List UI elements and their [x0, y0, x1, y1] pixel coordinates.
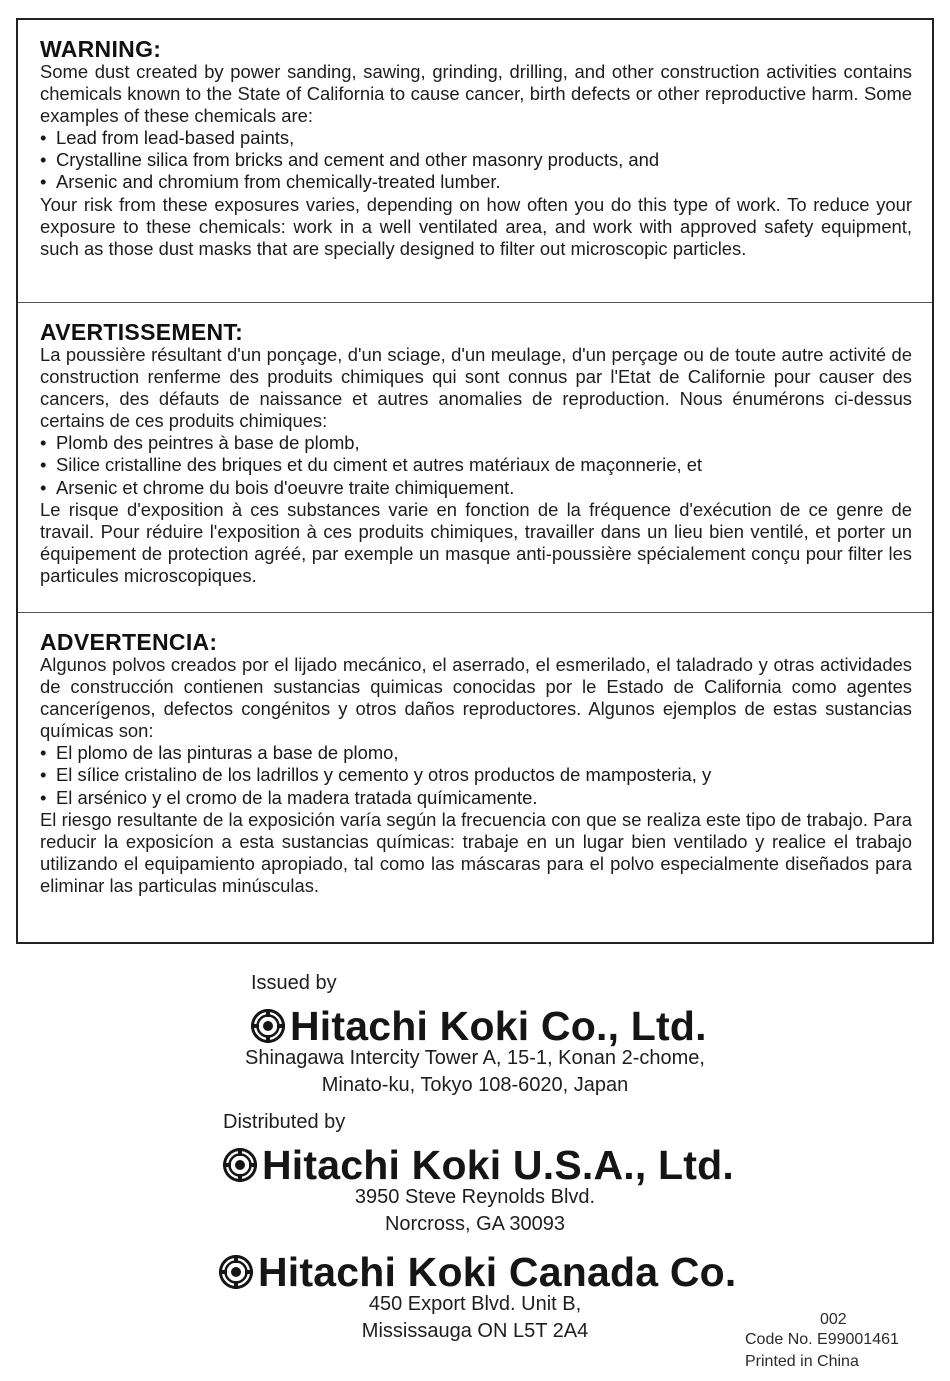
list-item: • Arsenic and chromium from chemically-treated lumber.: [40, 171, 501, 193]
list-item: • Lead from lead-based paints,: [40, 127, 295, 149]
bullet-icon: •: [40, 764, 47, 786]
canada-address-line2: Mississauga ON L5T 2A4: [361, 1320, 589, 1342]
issuer-address-line2: Minato-ku, Tokyo 108-6020, Japan: [321, 1074, 629, 1096]
warning-box: [16, 18, 934, 944]
warning-heading-spanish: ADVERTENCIA:: [40, 629, 218, 655]
warning-bullets-spanish: [40, 742, 912, 808]
bullet-icon: •: [40, 149, 47, 171]
bullet-icon: •: [40, 171, 47, 193]
warning-section-french: [18, 302, 932, 612]
bullet-icon: •: [40, 432, 47, 454]
issued-by-label: Issued by: [251, 972, 337, 994]
list-item: • Arsenic et chrome du bois d'oeuvre traite chimiquement.: [40, 476, 515, 498]
list-item: • Crystalline silica from bricks and cement and other masonry products, and: [40, 149, 660, 171]
bullet-icon: •: [40, 127, 47, 149]
warning-section-english: [18, 20, 932, 302]
code-number: Code No. E99001461: [745, 1331, 899, 1348]
bullet-icon: •: [40, 476, 47, 498]
list-item: • El arsénico y el cromo de la madera tratada químicamente.: [40, 786, 538, 808]
list-item: • Silice cristalline des briques et du ciment et autres matériaux de maçonnerie, et: [40, 454, 703, 476]
warning-section-spanish: [18, 612, 932, 942]
page-code: 002: [820, 1311, 847, 1328]
bullet-icon: •: [40, 742, 47, 764]
bullet-icon: •: [40, 786, 47, 808]
issuer-company-name: Hitachi Koki Co., Ltd.: [250, 1004, 707, 1052]
warning-bullets-french: [40, 432, 912, 498]
list-item: • Plomb des peintres à base de plomb,: [40, 432, 360, 454]
warning-intro-french: La poussière résultant d'un ponçage, d'un sciage, d'un meulage, d'un perçage ou de toute autre activité de construction renferme des produits chimiques qui sont connus par l'Etat de Californie pour causer des cancers, des défauts de naissance et autres anomalies de reproduction. Nous énumérons ci-dessus certains de ces produits chimiques:: [40, 344, 912, 432]
warning-outro-french: Le risque d'exposition à ces substances varie en fonction de la fréquence d'exécution de ce genre de travail. Pour réduire l'exposition à ces produits chimiques, travailler dans un lieu bien ventilé, et porter un équipement de protection agréé, par exemple un masque anti-poussière spécialement conçu pour filter les particules microscopiques.: [40, 498, 912, 586]
list-item: • El sílice cristalino de los ladrillos y cemento y otros productos de mamposteria, y: [40, 764, 712, 786]
printed-in-label: Printed in China: [745, 1353, 859, 1370]
distributed-by-label: Distributed by: [223, 1111, 346, 1133]
warning-outro-english: Your risk from these exposures varies, depending on how often you do this type of work. To reduce your exposure to these chemicals: work in a well ventilated area, and work with approved safety equipment, such as those dust masks that are specially designed to filter out microscopic particles.: [40, 193, 912, 259]
warning-intro-spanish: Algunos polvos creados por el lijado mecánico, el aserrado, el esmerilado, el taladrado y otras actividades de construcción contienen sustancias quimicas conocidas por le Estado de California como agentes cancerígenos, defectos congénitos y otros daños reproductores. Algunos ejemplos de estas sustancias químicas son:: [40, 654, 912, 742]
canada-company-name: Hitachi Koki Canada Co.: [218, 1250, 736, 1298]
warning-heading-english: WARNING:: [40, 36, 162, 62]
issuer-address-line1: Shinagawa Intercity Tower A, 15-1, Konan 2-chome,: [245, 1047, 705, 1069]
warning-heading-french: AVERTISSEMENT:: [40, 319, 244, 345]
warning-bullets-english: [40, 127, 912, 193]
list-item: • El plomo de las pinturas a base de plomo,: [40, 742, 399, 764]
warning-outro-spanish: El riesgo resultante de la exposición varía según la frecuencia con que se realiza este tipo de trabajo. Para reducir la exposicíon a esta sustancias químicas: trabaje en un lugar bien ventilado y realice el trabajo utilizando el equipamiento apropiado, tal como las máscaras para el polvo especialmente diseñados para eliminar las particulas minúsculas.: [40, 808, 912, 896]
usa-company-name: Hitachi Koki U.S.A., Ltd.: [222, 1143, 734, 1191]
bullet-icon: •: [40, 454, 47, 476]
canada-address-line1: 450 Export Blvd. Unit B,: [368, 1293, 582, 1315]
warning-intro-english: Some dust created by power sanding, sawing, grinding, drilling, and other construction activities contains chemicals known to the State of California to cause cancer, birth defects or other reproductive harm. Some examples of these chemicals are:: [40, 61, 912, 127]
usa-address-line2: Norcross, GA 30093: [384, 1213, 566, 1235]
usa-address-line1: 3950 Steve Reynolds Blvd.: [354, 1186, 596, 1208]
